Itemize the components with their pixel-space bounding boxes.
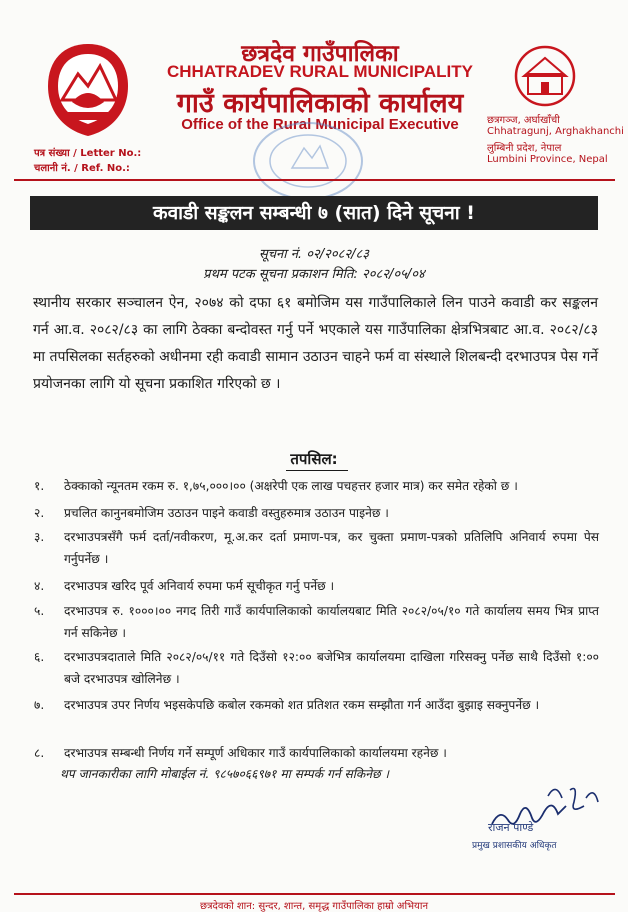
footer-slogan: छत्रदेवको शान: सुन्दर, शान्त, समृद्ध गाउँपालिका हाम्रो अभियान xyxy=(199,901,429,912)
condition-item xyxy=(34,742,599,764)
contact-info: थप जानकारीका लागि मोबाईल नं. ९८५७०६६९७१ मा सम्पर्क गर्न सकिनेछ । xyxy=(60,767,390,781)
item-text: ठेक्काको न्यूनतम रकम रु. १,७५,०००।०० (अक्षरेपी एक लाख पचहत्तर हजार मात्र) कर समेत रहेको छ । xyxy=(64,479,518,493)
office-name-nepali: गाउँ कार्यपालिकाको कार्यालय xyxy=(176,88,464,119)
item-text: दरभाउपत्रदाताले मिति २०८२/०५/११ गते दिउँसो १२:०० बजेभित्र कार्यालयमा दाखिला गरिसक्नु पर्नेछ साथै दिउँसो १:०० बजे दरभाउपत्र खोलिनेछ । xyxy=(64,650,599,686)
municipality-name-nepali: छत्रदेव गाउँपालिका xyxy=(241,41,399,67)
condition-item xyxy=(34,646,599,690)
item-number: ३. xyxy=(34,530,45,544)
signer-title: प्रमुख प्रशासकीय अधिकृत xyxy=(472,841,557,851)
item-text: दरभाउपत्र सम्बन्धी निर्णय गर्ने सम्पूर्ण अधिकार गाउँ कार्यपालिकाको कार्यालयमा रहनेछ । xyxy=(64,746,447,760)
item-number: ७. xyxy=(34,698,45,712)
signature xyxy=(474,768,608,848)
item-number: १. xyxy=(34,479,45,493)
condition-item xyxy=(34,600,599,644)
item-number: ४. xyxy=(34,579,45,593)
municipality-logo xyxy=(506,44,584,108)
header-divider xyxy=(14,179,615,181)
address-line-4: Lumbini Province, Nepal xyxy=(487,154,608,165)
footer-divider xyxy=(14,893,615,895)
notice-number: सूचना नं. ०२/२०८२/८३ xyxy=(258,247,370,262)
reference-number-label: चलानी नं. / Ref. No.: xyxy=(34,163,130,174)
nepal-emblem-logo xyxy=(42,38,134,140)
item-text: दरभाउपत्र रु. १०००।०० नगद तिरी गाउँ कार्यपालिकाको कार्यालयबाट मिति २०८२/०५/१० गते कार्यालय समय भित्र प्राप्त गर्न सकिनेछ । xyxy=(64,604,599,640)
condition-item xyxy=(34,526,599,570)
condition-item xyxy=(34,575,599,597)
office-name-english: Office of the Rural Municipal Executive xyxy=(181,116,459,133)
item-text: प्रचलित कानुनबमोजिम उठाउन पाइने कवाडी वस्तुहरुमात्र उठाउन पाइनेछ । xyxy=(64,506,389,520)
details-heading: तपसिल: xyxy=(290,450,338,468)
item-number: २. xyxy=(34,506,45,520)
notice-heading: कवाडी सङ्कलन सम्बन्धी ७ (सात) दिने सूचना ! xyxy=(30,196,598,230)
item-text: दरभाउपत्र खरिद पूर्व अनिवार्य रुपमा फर्म सूचीकृत गर्नु पर्नेछ । xyxy=(64,579,335,593)
item-number: ५. xyxy=(34,604,45,618)
item-text: दरभाउपत्रसँगै फर्म दर्ता/नवीकरण, मू.अ.कर दर्ता प्रमाण-पत्र, कर चुक्ता प्रमाण-पत्रको प्रतिलिपि अनिवार्य रुपमा पेस गर्नुपर्नेछ । xyxy=(64,530,599,566)
item-number: ६. xyxy=(34,650,45,664)
condition-item xyxy=(34,475,599,497)
address-line-2: Chhatragunj, Arghakhanchi xyxy=(487,126,624,137)
signer-name: राजन पाण्डे xyxy=(488,821,534,834)
address-line-1: छत्रगञ्ज, अर्घाखाँची xyxy=(487,115,560,126)
item-number: ८. xyxy=(34,746,45,760)
condition-item xyxy=(34,694,599,716)
item-text: दरभाउपत्र उपर निर्णय भइसकेपछि कबोल रकमको शत प्रतिशत रकम सम्झौता गर्न आउँदा बुझाइ सक्नुपर्नेछ । xyxy=(64,698,540,712)
publish-date: प्रथम पटक सूचना प्रकाशन मिति: २०८२/०५/०४ xyxy=(203,267,425,282)
condition-item xyxy=(34,502,599,524)
office-stamp xyxy=(248,118,368,204)
notice-intro-paragraph: स्थानीय सरकार सञ्चालन ऐन, २०७४ को दफा ६१ बमोजिम यस गाउँपालिकाले लिन पाउने कवाडी कर सङ्कलन गर्न आ.व. २०८२/८३ का लागि ठेक्का बन्दोवस्त गर्नु पर्ने भएकाले यस गाउँपालिका क्षेत्रभित्रबाट आ.व. २०८२/८३ मा तपसिलका सर्तहरुको अधीनमा रही कवाडी सामान उठाउन चाहने फर्म वा संस्थाले शिलबन्दी दरभाउपत्र पेस गर्ने प्रयोजनका लागि यो सूचना प्रकाशित गरिएको छ । xyxy=(33,295,598,392)
letter-number-label: पत्र संख्या / Letter No.: xyxy=(34,148,142,159)
address-line-3: लुम्बिनी प्रदेश, नेपाल xyxy=(487,143,562,154)
municipality-name-english: CHHATRADEV RURAL MUNICIPALITY xyxy=(167,62,473,81)
details-heading-underline xyxy=(286,470,348,471)
